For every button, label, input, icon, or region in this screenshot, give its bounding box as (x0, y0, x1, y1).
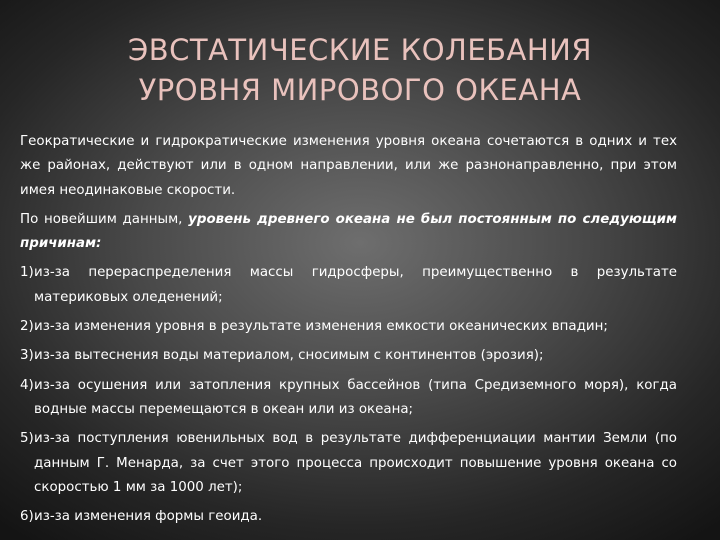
list-item-number: 6) (20, 509, 34, 525)
list-item-text: из-за изменения уровня в результате изменения емкости океанических впадин; (34, 319, 608, 335)
list-item-text: из-за осушения или затопления крупных бассейнов (типа Средиземного моря), когда водные массы перемещаются в океан или из океана; (34, 377, 677, 417)
list-item-number: 4) (20, 377, 34, 393)
list-item-number: 1) (20, 265, 34, 281)
list-item (20, 344, 677, 368)
intro-paragraph: Геократические и гидрократические изменения уровня океана сочетаются в одних и тех же районах, действуют или в одном направлении, или же разнонаправленно, при этом имея неодинаковые скорости. (20, 134, 677, 198)
list-item (20, 315, 677, 339)
list-item-text: из-за вытеснения воды материалом, сносимым с континентов (эрозия); (34, 348, 544, 364)
list-item (20, 427, 677, 500)
list-item-text: из-за поступления ювенильных вод в результате дифференциации мантии Земли (по данным Г. Менарда, за счет этого процесса происходит повышение уровня океана со скоростью 1 мм за 1000 лет); (34, 431, 677, 495)
lead-paragraph (20, 208, 677, 257)
title-line-2: УРОВНЯ МИРОВОГО ОКЕАНА (138, 73, 582, 107)
lead-plain-text: По новейшим данным, (20, 211, 189, 227)
list-item-text: из-за перераспределения массы гидросферы, преимущественно в результате материковых оледенений; (34, 265, 677, 305)
lead-emphasis-text: уровень древнего океана не был постоянным по следующим причинам: (20, 211, 677, 252)
list-item (20, 374, 677, 423)
list-item-text: из-за изменения формы геоида. (34, 509, 263, 525)
list-item-number: 3) (20, 348, 34, 364)
list-item (20, 505, 677, 529)
slide-title (0, 30, 720, 110)
list-item-number: 5) (20, 431, 34, 447)
list-item (20, 261, 677, 310)
title-line-1: ЭВСТАТИЧЕСКИЕ КОЛЕБАНИЯ (127, 33, 593, 67)
list-item-number: 2) (20, 319, 34, 335)
slide-body (20, 130, 677, 534)
